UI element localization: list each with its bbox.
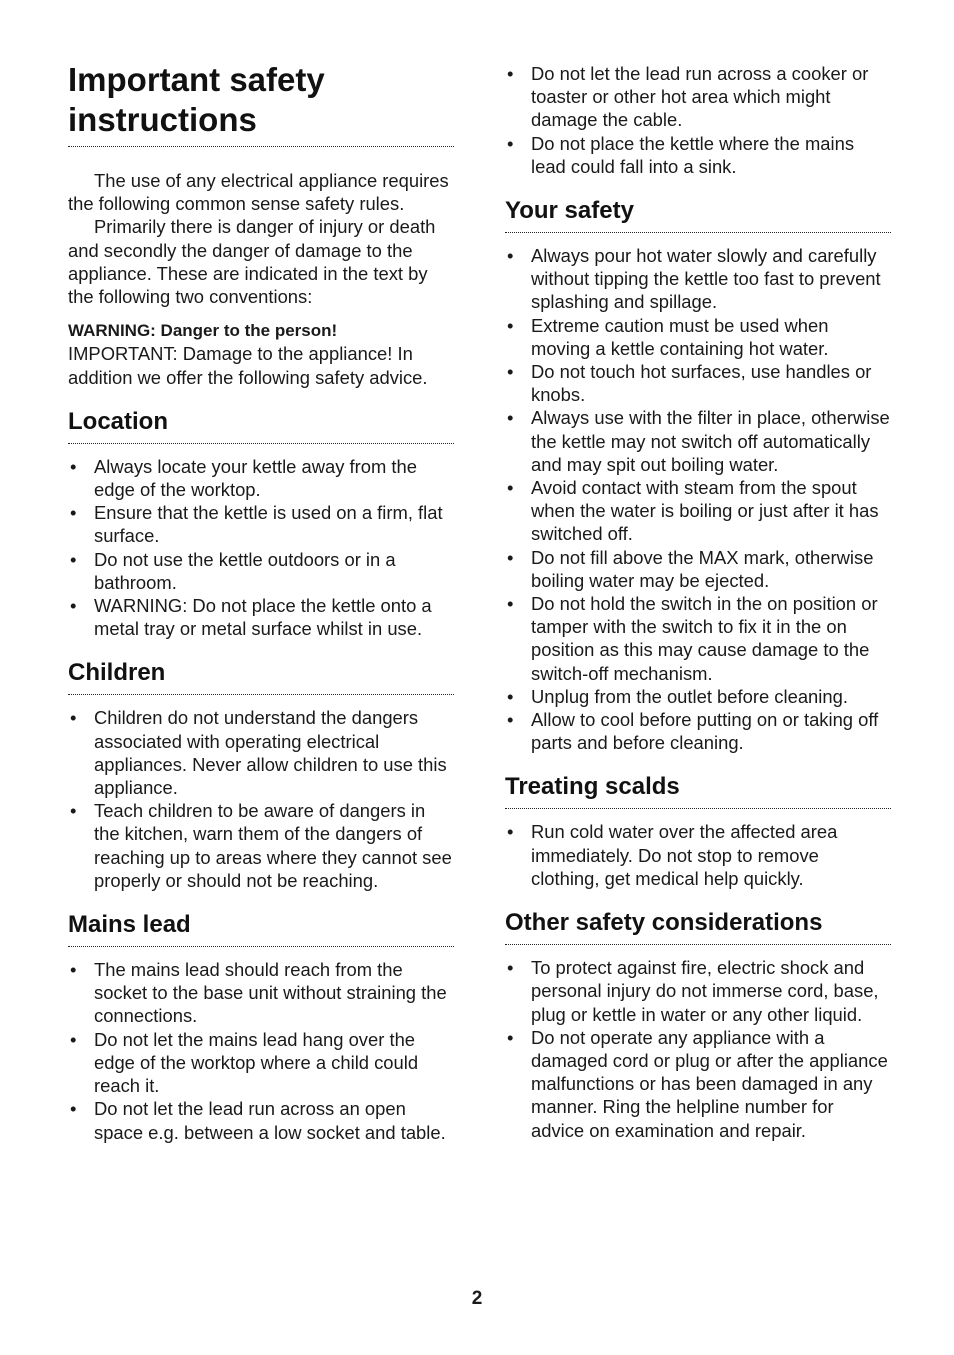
list-item: • Do not use the kettle outdoors or in a bathroom. bbox=[68, 548, 454, 594]
section-heading: Location bbox=[68, 407, 168, 435]
list-item: • Unplug from the outlet before cleaning. bbox=[505, 685, 891, 708]
section-heading: Children bbox=[68, 659, 166, 687]
right-column bbox=[505, 0, 891, 1142]
page-number: 2 bbox=[471, 1288, 483, 1309]
warning-convention: WARNING: Danger to the person! bbox=[68, 321, 338, 341]
list-item: • Always locate your kettle away from the edge of the worktop. bbox=[68, 455, 454, 501]
section-heading: Your safety bbox=[505, 197, 634, 225]
bullet-list bbox=[68, 706, 454, 892]
section-heading: Treating scalds bbox=[505, 773, 680, 801]
bullet-list bbox=[505, 820, 891, 890]
list-item: • Always pour hot water slowly and carefully without tipping the kettle too fast to prevent splashing and spillage. bbox=[505, 244, 891, 314]
bullet-list bbox=[68, 958, 454, 1144]
list-item: • Do not let the lead run across an open space e.g. between a low socket and table. bbox=[68, 1097, 454, 1143]
list-item: • Do not let the mains lead hang over the edge of the worktop where a child could reach it. bbox=[68, 1028, 454, 1098]
list-item: • Run cold water over the affected area immediately. Do not stop to remove clothing, get medical help quickly. bbox=[505, 820, 891, 890]
bullet-list bbox=[505, 244, 891, 754]
intro bbox=[68, 169, 454, 389]
list-item: • Do not place the kettle where the mains lead could fall into a sink. bbox=[505, 132, 891, 178]
list-item: • Do not fill above the MAX mark, otherwise boiling water may be ejected. bbox=[505, 546, 891, 592]
section-divider bbox=[68, 694, 454, 695]
section-divider bbox=[505, 944, 891, 945]
section-divider bbox=[505, 808, 891, 809]
list-item: • Teach children to be aware of dangers in the kitchen, warn them of the dangers of reaching up to areas where they cannot see properly or should not be reaching. bbox=[68, 799, 454, 892]
list-item: • Do not touch hot surfaces, use handles or knobs. bbox=[505, 360, 891, 406]
list-item: • Always use with the filter in place, otherwise the kettle may not switch off automatically and may spit out boiling water. bbox=[505, 406, 891, 476]
bullet-list bbox=[68, 455, 454, 641]
list-item: • Do not hold the switch in the on position or tamper with the switch to fix it in the on position as this may cause damage to the switch-off mechanism. bbox=[505, 592, 891, 685]
important-convention: IMPORTANT: Damage to the appliance! In addition we offer the following safety advice. bbox=[68, 343, 428, 388]
list-item: • The mains lead should reach from the socket to the base unit without straining the connections. bbox=[68, 958, 454, 1028]
title-divider bbox=[68, 146, 454, 147]
section-other-safety bbox=[505, 908, 891, 1142]
section-divider bbox=[68, 946, 454, 947]
intro-paragraph-2: Primarily there is danger of injury or death and secondly the danger of damage to the appliance. These are indicated in the text by the following two conventions: bbox=[68, 216, 436, 308]
section-children bbox=[68, 658, 454, 892]
list-item: • Avoid contact with steam from the spout when the water is boiling or just after it has switched off. bbox=[505, 476, 891, 546]
list-item: • Allow to cool before putting on or taking off parts and before cleaning. bbox=[505, 708, 891, 754]
section-treating-scalds bbox=[505, 772, 891, 890]
page-title: Important safety instructions bbox=[68, 61, 325, 138]
section-location bbox=[68, 407, 454, 641]
bullet-list bbox=[505, 956, 891, 1142]
section-mains-lead bbox=[68, 910, 454, 1144]
left-column bbox=[68, 0, 454, 1144]
section-heading: Other safety considerations bbox=[505, 909, 823, 937]
section-your-safety bbox=[505, 196, 891, 754]
intro-paragraph-1: The use of any electrical appliance requires the following common sense safety rules. bbox=[68, 170, 449, 215]
list-item: • Children do not understand the dangers associated with operating electrical appliances. Never allow children to use this appliance. bbox=[68, 706, 454, 799]
section-divider bbox=[505, 232, 891, 233]
list-item: • Do not operate any appliance with a damaged cord or plug or after the appliance malfunctions or has been damaged in any manner. Ring the helpline number for advice on examination and repair. bbox=[505, 1026, 891, 1142]
list-item: • Ensure that the kettle is used on a firm, flat surface. bbox=[68, 501, 454, 547]
list-item: • Do not let the lead run across a cooker or toaster or other hot area which might damage the cable. bbox=[505, 62, 891, 132]
bullet-list-continued bbox=[505, 62, 891, 178]
list-item: • WARNING: Do not place the kettle onto a metal tray or metal surface whilst in use. bbox=[68, 594, 454, 640]
list-item: • To protect against fire, electric shock and personal injury do not immerse cord, base, plug or kettle in water or any other liquid. bbox=[505, 956, 891, 1026]
section-heading: Mains lead bbox=[68, 911, 191, 939]
section-divider bbox=[68, 443, 454, 444]
list-item: • Extreme caution must be used when moving a kettle containing hot water. bbox=[505, 314, 891, 360]
